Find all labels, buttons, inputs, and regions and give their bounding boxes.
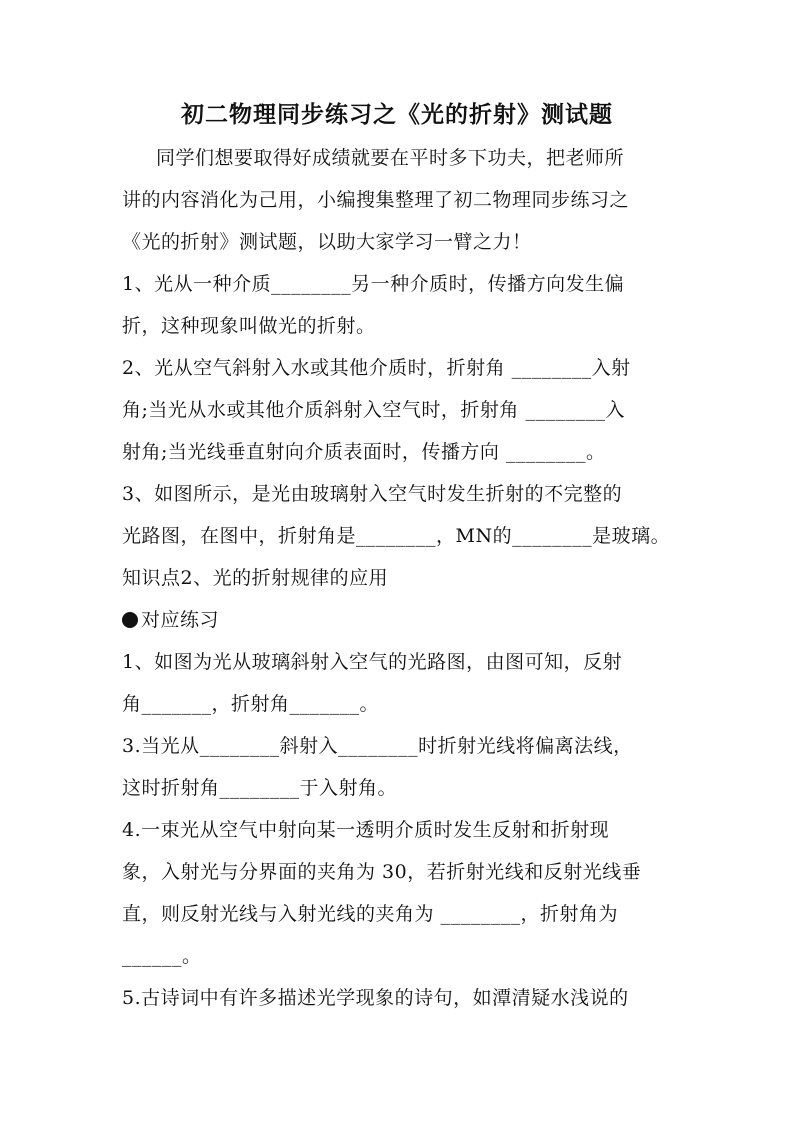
intro-line: 同学们想要取得好成绩就要在平时多下功夫，把老师所 bbox=[156, 147, 625, 169]
page-title: 初二物理同步练习之《光的折射》测试题 bbox=[181, 101, 613, 128]
question-line: 角_______，折射角_______。 bbox=[122, 693, 380, 715]
practice-heading-label: 对应练习 bbox=[141, 609, 220, 631]
question-line: 3.当光从________斜射入________时折射光线将偏离法线， bbox=[122, 735, 633, 757]
question-line: 1、光从一种介质________另一种介质时，传播方向发生偏 bbox=[122, 273, 625, 295]
section-heading: 知识点2、光的折射规律的应用 bbox=[122, 567, 389, 589]
bullet-icon bbox=[122, 612, 138, 628]
question-line: 象，入射光与分界面的夹角为 30，若折射光线和反射光线垂 bbox=[122, 861, 642, 883]
question-line: 直，则反射光线与入射光线的夹角为 ________，折射角为 bbox=[122, 903, 619, 925]
question-line: 折，这种现象叫做光的折射。 bbox=[122, 315, 376, 337]
question-line: 3、如图所示，是光由玻璃射入空气时发生折射的不完整的 bbox=[122, 483, 623, 505]
question-line: 4.一束光从空气中射向某一透明介质时发生反射和折射现 bbox=[122, 819, 610, 841]
question-line: 2、光从空气斜射入水或其他介质时，折射角 ________入射 bbox=[122, 357, 631, 379]
question-line: 1、如图为光从玻璃斜射入空气的光路图，由图可知，反射 bbox=[122, 651, 623, 673]
question-line: 光路图，在图中，折射角是________，MN的________是玻璃。 bbox=[122, 525, 671, 547]
question-line: 角;当光从水或其他介质斜射入空气时，折射角 ________入 bbox=[122, 399, 625, 421]
question-line: 5.古诗词中有许多描述光学现象的诗句，如潭清疑水浅说的 bbox=[122, 987, 629, 1009]
question-line: ______。 bbox=[122, 945, 202, 967]
intro-line: 讲的内容消化为己用，小编搜集整理了初二物理同步练习之 bbox=[122, 189, 630, 211]
question-line: 射角;当光线垂直射向介质表面时，传播方向 ________。 bbox=[122, 441, 606, 463]
practice-heading bbox=[122, 607, 219, 633]
question-line: 这时折射角________于入射角。 bbox=[122, 777, 398, 799]
intro-line: 《光的折射》测试题，以助大家学习一臂之力！ bbox=[122, 231, 532, 253]
